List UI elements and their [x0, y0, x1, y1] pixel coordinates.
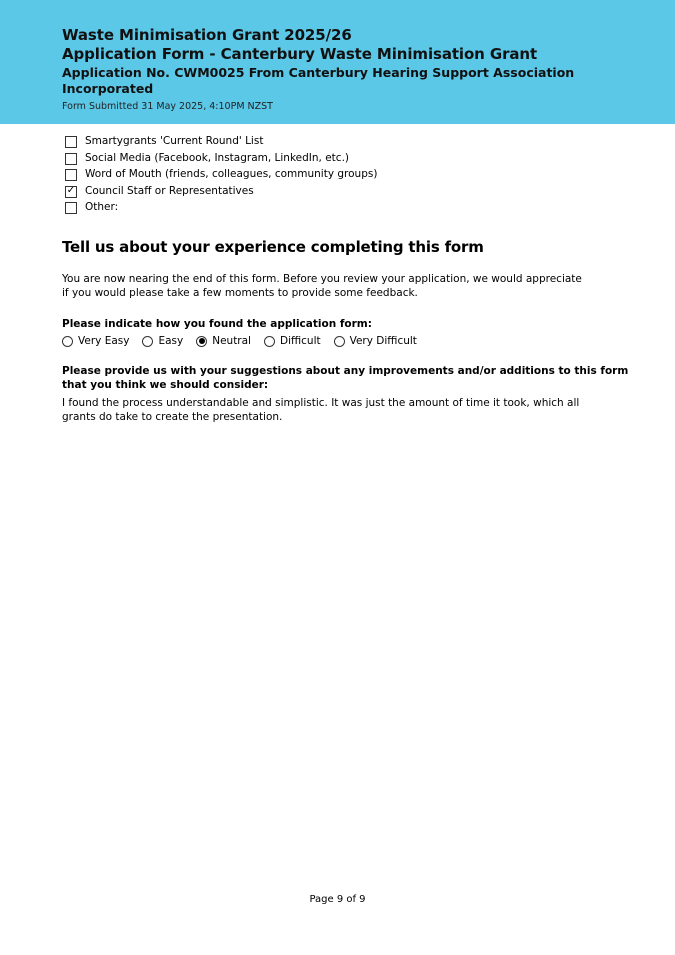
list-item[interactable]	[62, 184, 630, 198]
document-content	[0, 124, 675, 424]
list-item[interactable]	[62, 167, 630, 181]
document-header-band	[0, 0, 675, 124]
radio-label: Neutral	[212, 335, 251, 347]
difficulty-question-label: Please indicate how you found the application form:	[62, 318, 372, 330]
submission-timestamp: Form Submitted 31 May 2025, 4:10PM NZST	[62, 101, 273, 112]
radio-icon[interactable]	[62, 336, 73, 347]
radio-option-easy[interactable]	[142, 335, 183, 347]
suggestions-answer-text: I found the process understandable and simplistic. It was just the amount of time it took, which all grants do take to create the presentation.	[62, 397, 580, 423]
radio-option-difficult[interactable]	[264, 335, 321, 347]
radio-icon[interactable]	[264, 336, 275, 347]
referral-source-checklist	[62, 134, 630, 214]
difficulty-radio-group[interactable]	[62, 335, 630, 347]
application-reference: Application No. CWM0025 From Canterbury Hearing Support Association Incorporated	[62, 65, 575, 96]
radio-label: Difficult	[279, 335, 321, 347]
header-inner	[0, 26, 675, 114]
form-title: Application Form - Canterbury Waste Minimisation Grant	[62, 45, 538, 63]
checkbox-label: Word of Mouth (friends, colleagues, community groups)	[85, 168, 378, 180]
radio-label: Very Difficult	[349, 335, 417, 347]
grant-title: Waste Minimisation Grant 2025/26	[62, 26, 352, 44]
section-heading-experience: Tell us about your experience completing this form	[62, 238, 484, 256]
experience-intro-text: You are now nearing the end of this form. Before you review your application, we would appreciate if you would please take a few moments to provide some feedback.	[62, 273, 582, 299]
radio-selected-icon[interactable]	[196, 336, 207, 347]
suggestions-question-label: Please provide us with your suggestions about any improvements and/or additions to this form that you think we should consider:	[62, 365, 629, 391]
radio-icon[interactable]	[142, 336, 153, 347]
radio-option-very-difficult[interactable]	[334, 335, 417, 347]
list-item[interactable]	[62, 134, 630, 148]
radio-label: Very Easy	[78, 335, 130, 347]
radio-label: Easy	[158, 335, 184, 347]
radio-option-very-easy[interactable]	[62, 335, 129, 347]
page-footer: Page 9 of 9	[309, 894, 366, 905]
checkbox-label: Social Media (Facebook, Instagram, LinkedIn, etc.)	[85, 151, 350, 164]
checkbox-label: Smartygrants 'Current Round' List	[85, 135, 264, 147]
list-item[interactable]	[62, 151, 630, 165]
checkbox-icon[interactable]	[65, 202, 77, 214]
radio-icon[interactable]	[334, 336, 345, 347]
checkbox-icon[interactable]	[65, 153, 77, 165]
checkbox-label: Other:	[85, 201, 119, 213]
checkbox-icon[interactable]	[65, 169, 77, 181]
checkbox-icon[interactable]	[65, 136, 77, 148]
checkbox-checked-icon[interactable]	[65, 186, 77, 198]
list-item[interactable]	[62, 200, 630, 214]
radio-option-neutral[interactable]	[196, 335, 251, 347]
checkbox-label: Council Staff or Representatives	[85, 184, 254, 197]
